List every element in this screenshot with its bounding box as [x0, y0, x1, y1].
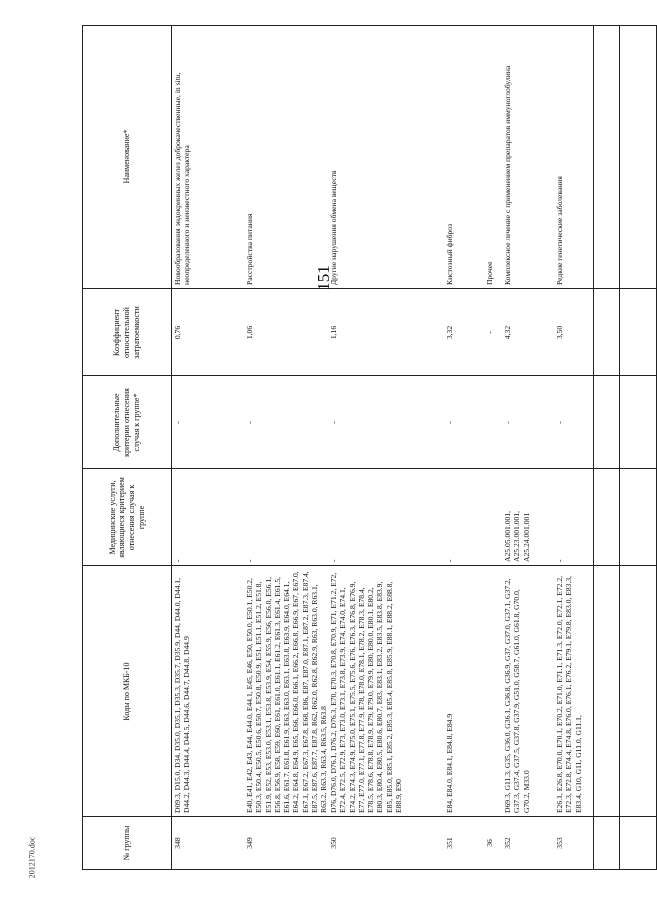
cell-coef: 1,06	[245, 325, 254, 340]
cell-coef: 0,76	[173, 325, 182, 340]
cell-num: 351	[445, 837, 454, 849]
footer-filename: 2012170.doc	[27, 836, 37, 879]
cell-name: Новообразования эндокринных желез доброкачественные, in situ, неопределенного и неизвестного характера	[173, 72, 192, 285]
cell-services: -	[445, 559, 454, 562]
cell-name: Расстройства питания	[245, 213, 254, 285]
header-coef: Коэффициент относительной затратоемкости	[112, 306, 141, 359]
page-number: 151	[314, 265, 333, 291]
cell-name: Другие нарушения обмена веществ	[329, 170, 338, 285]
cell-codes	[483, 566, 501, 817]
cell-coef: -	[485, 331, 494, 334]
cell-criteria: -	[445, 421, 454, 424]
cell-services: -	[173, 559, 182, 562]
cell-services: -	[329, 559, 338, 562]
cell-codes: E26.1, E26.8, E70.0, E70.1, E70.2, E71.0, E71.1, E71.3, E72.0, E72.1, E72.2, E72.3, E72.8, E74.4, E74.8, E76.0, E76.1, E76.2, E79.1, E79.8, E83.0, E83.3, E83.4, G10, G11, G11.0, G11.1,	[555, 575, 583, 813]
cell-coef: 1,16	[329, 325, 338, 340]
cell-codes: E40, E41, E42, E43, E44, E44.0, E44.1, E45, E46, E50, E50.0, E50.1, E50.2, E50.3, E50.4, E50.5, E50.6, E50.7, E50.8, E50.9, E51, E51.1, E51.2, E51.8, E51.9, E52, E53, E53.0, E53.1, E53.8, E53.9, E54, E55.9, E56, E56.0, E56.1, E56.8, E56.9, E58, E59, E60, E61, E61.0, E61.1, E61.2, E61.3, E61.4, E61.5, E61.6, E61.7, E61.8, E61.9, E63, E63.0, E63.1, E63.8, E63.9, E64.0, E64.1, E64.2, E64.8, E64.9, E65, E66, E66.0, E66.1, E66.2, E66.8, E66.9, E67, E67.0, E67.1, E67.2, E67.3, E67.8, E68, E86, E87, E87.0, E87.1, E87.2, E87.3, E87.4, E87.5, E87.6, E87.7, E87.8, R62, R62.0, R62.8, R62.9, R63, R63.0, R63.1, R63.2, R63.3, R63.4, R63.5, R63.8	[245, 571, 328, 813]
cell-coef: 4,32	[503, 325, 512, 340]
cell-criteria: -	[245, 421, 254, 424]
cell-name: Прочее	[485, 261, 494, 285]
cell-codes: D09.3, D15.0, D34, D35.0, D35.1, D35.3, D35.7, D35.9, D44, D44.0, D44.1, D44.2, D44.3, D44.4, D44.5, D44.6, D44.7, D44.8, D44.9	[173, 578, 192, 813]
row-divider	[619, 26, 620, 869]
table-rotator	[82, 25, 657, 870]
cell-num: 353	[555, 837, 564, 849]
header-codes: Коды по МКБ-10	[122, 662, 132, 721]
cell-criteria: -	[329, 421, 338, 424]
cell-codes: D76, D76.0, D76.1, D76.2, D76.3, E70, E70.3, E70.8, E70.9, E71, E71.2, E72, E72.4, E72.5, E72.9, E73, E73.0, E73.1, E73.8, E73.9, E74, E74.0, E74.1, E74.2, E74.3, E74.9, E75.0, E75.1, E75.5, E75.6, E76, E76.3, E76.8, E76.9, E77, E77.0, E77.1, E77.8, E77.9, E78, E78.0, E78.1, E78.2, E78.3, E78.4, E78.5, E78.6, E78.8, E78.9, E79, E79.0, E79.9, E80, E80.0, E80.1, E80.2, E80.3, E80.4, E80.5, E80.6, E80.7, E83, E83.1, E83.2, E83.5, E83.8, E83.9, E85, E85.0, E85.1, E85.2, E85.3, E85.4, E85.8, E85.9, E88.1, E88.2, E88.8, E88.9, E90	[329, 572, 403, 813]
cell-name: Кистозный фиброз	[445, 223, 454, 285]
cell-name: Редкие генетические заболевания	[555, 176, 564, 285]
cell-codes: D69.3, G11.3, G35, G36.0, G36.1, G36.8, G36.9, G37, G37.0, G37.1, G37.2, G37.3, G37.4, G37.5, G37.8, G37.9, G51.0, G58.7, G61.0, G61.8, G70.0, G70.2, M33.0	[503, 578, 531, 813]
cell-criteria: -	[503, 421, 512, 424]
header-criteria: Дополнительные критерии отнесения случая к группе*	[112, 388, 141, 457]
cell-criteria	[483, 376, 501, 469]
header-name: Наименование*	[122, 129, 132, 184]
cell-num: 352	[503, 837, 512, 849]
cell-name: Комплексное лечение с применением препаратов иммуноглобулина	[503, 65, 512, 285]
cell-coef: 3,32	[445, 325, 454, 340]
cell-coef: 3,50	[555, 325, 564, 340]
kpg-table	[82, 25, 657, 870]
cell-services: -	[555, 559, 564, 562]
cell-services	[483, 469, 501, 566]
cell-services: A25.05.001.001, A25.23.001.001, A25.24.001.001	[503, 510, 531, 562]
header-services: Медицинские услуги, являющиеся критерием отнесения случая к группе	[107, 477, 146, 558]
cell-num: 349	[245, 837, 254, 849]
cell-criteria: -	[173, 421, 182, 424]
cell-num: 348	[173, 837, 182, 849]
cell-services: -	[245, 559, 254, 562]
cell-criteria: -	[555, 421, 564, 424]
cell-num: 350	[329, 837, 338, 849]
cell-num: 36	[485, 839, 494, 847]
header-num: № группы	[122, 825, 132, 861]
cell-codes: E84, E84.0, E84.1, E84.8, E84.9	[445, 713, 454, 813]
